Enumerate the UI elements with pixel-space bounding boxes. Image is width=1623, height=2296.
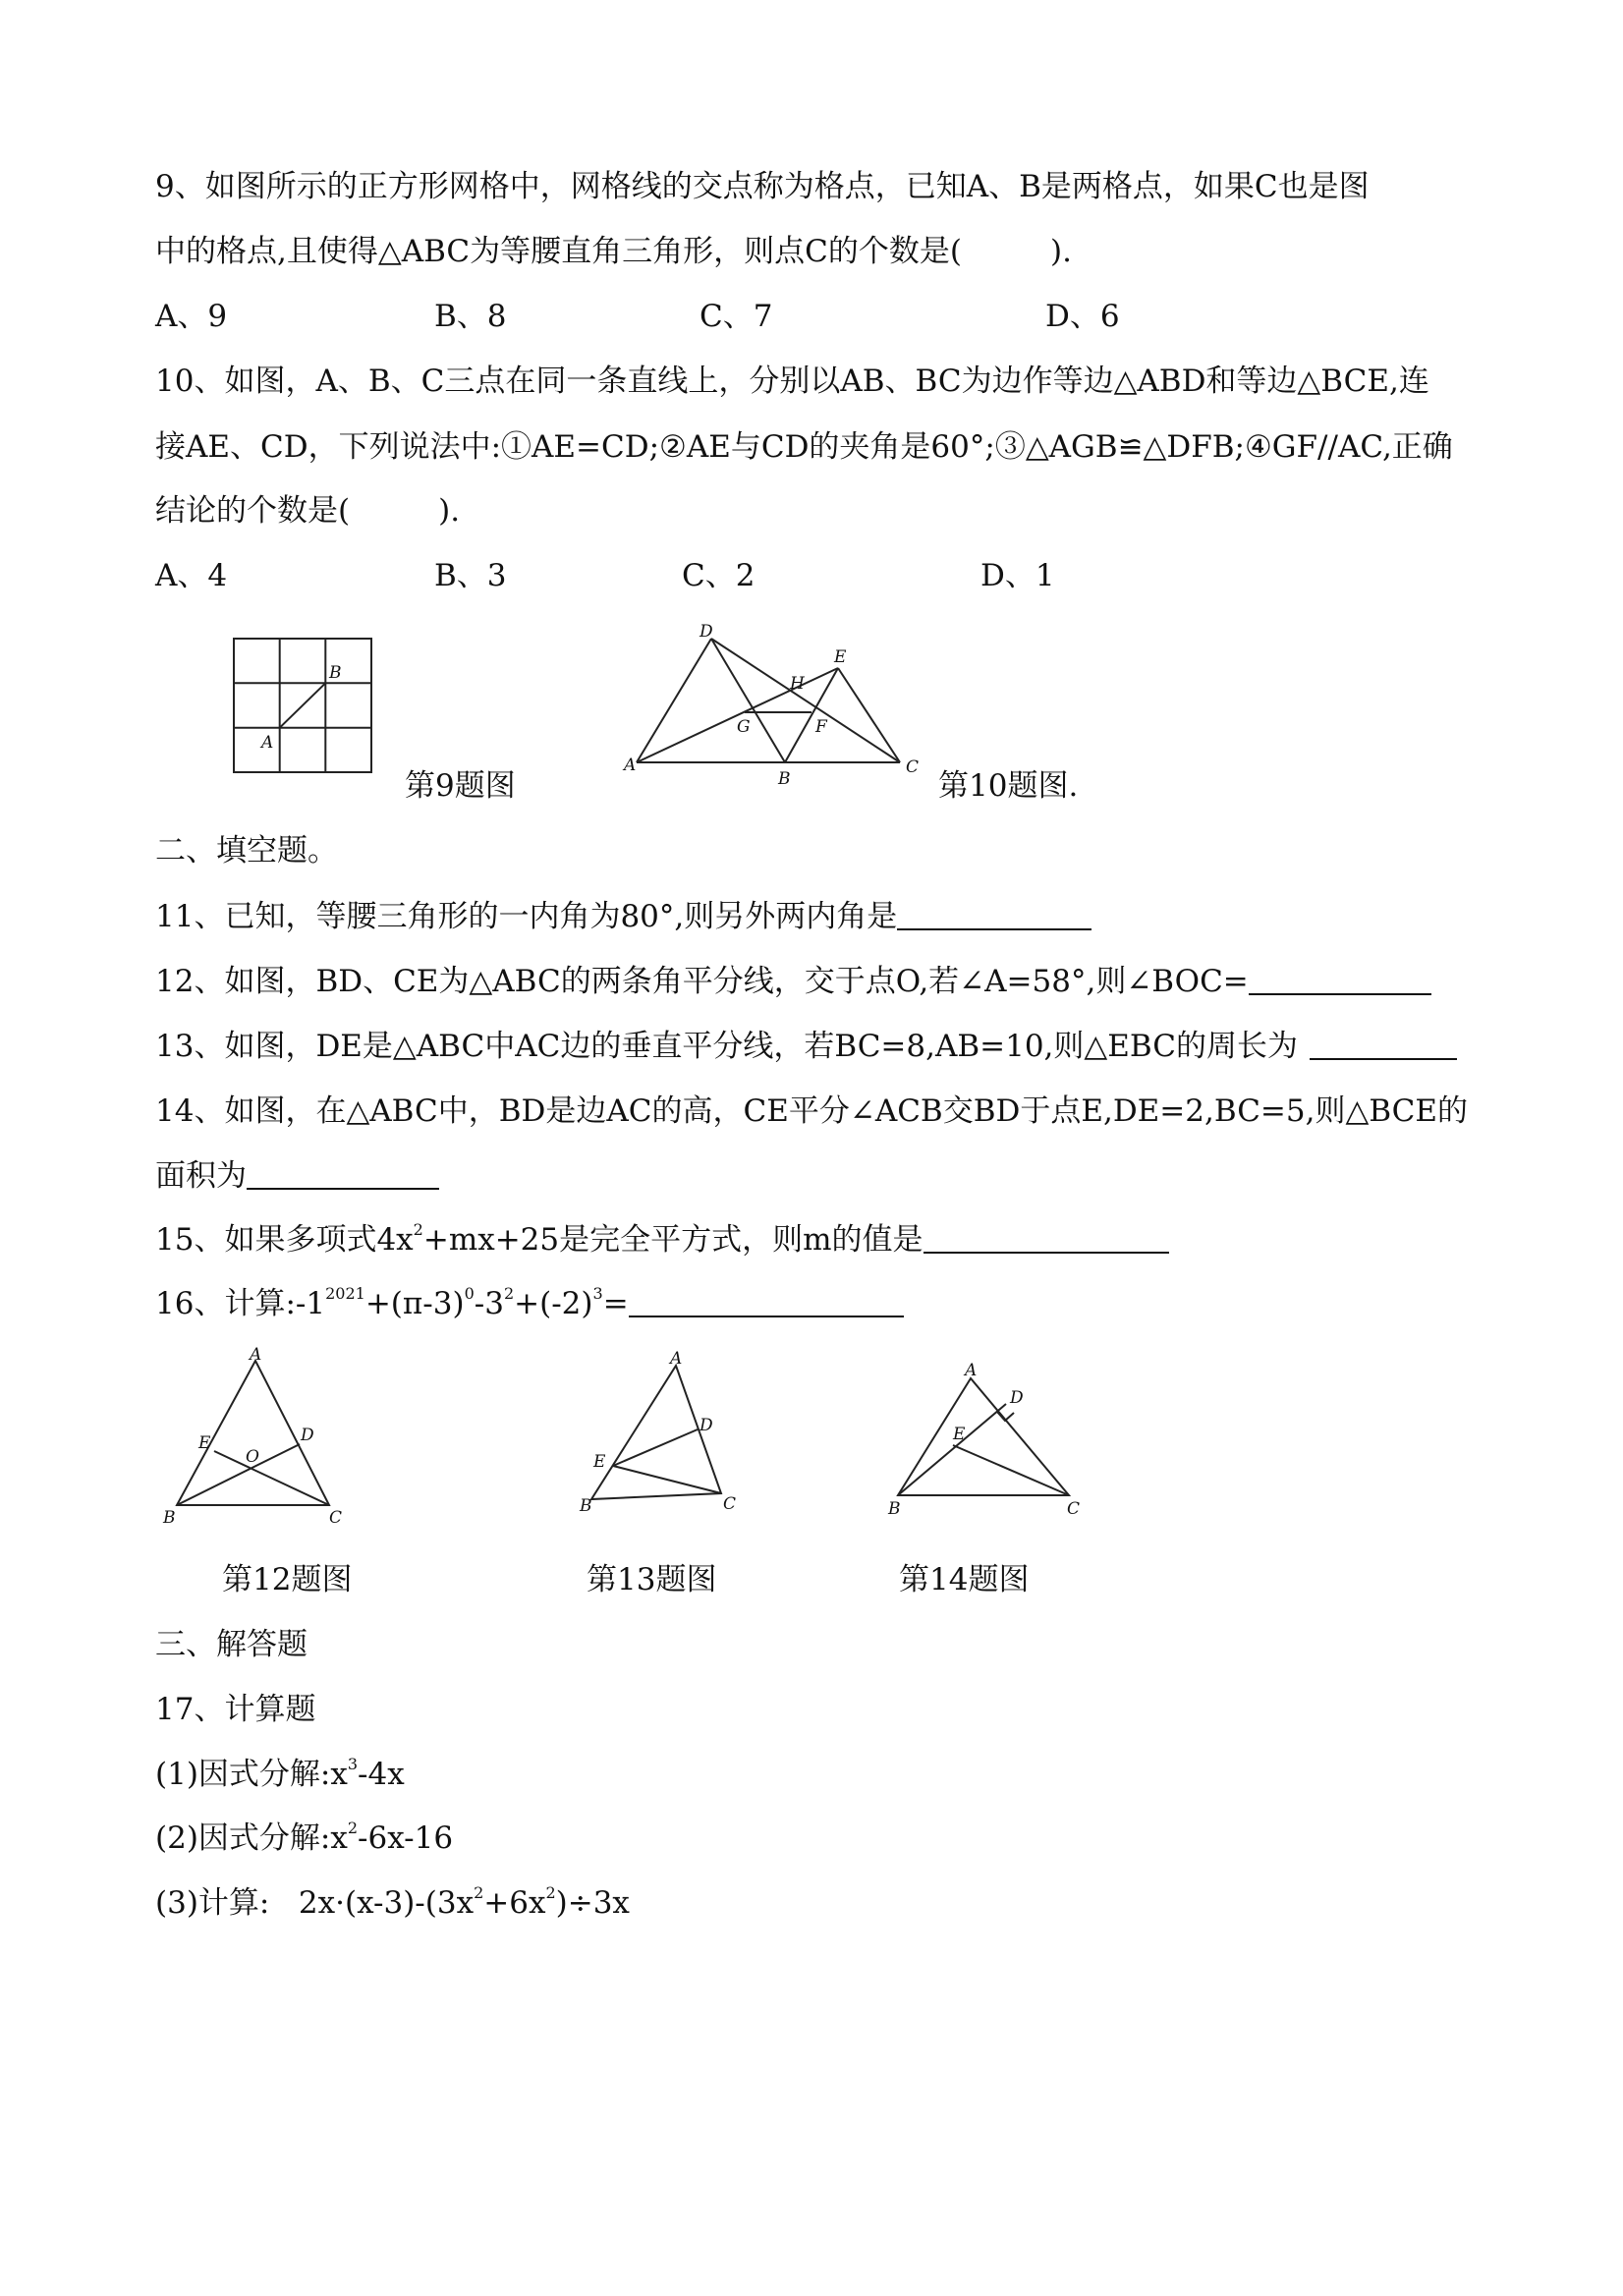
fig12-label-o: O bbox=[246, 1447, 259, 1467]
fig10-label-d: D bbox=[700, 622, 713, 642]
q10-option-d: D、1 bbox=[980, 558, 1055, 593]
q13-text: 13、如图，DE是△ABC中AC边的垂直平分线，若BC=8,AB=10,则△EBC的周长为 bbox=[155, 1029, 1298, 1064]
figure-12-triangle bbox=[163, 1345, 354, 1528]
figure-9-grid bbox=[232, 637, 375, 774]
q9-option-c: C、7 bbox=[700, 299, 773, 334]
q9-line2-end: ). bbox=[1049, 234, 1072, 269]
figure-13-caption: 第13题图 bbox=[587, 1562, 717, 1597]
q9-line2-text: 中的格点,且使得△ABC为等腰直角三角形，则点C的个数是( bbox=[155, 234, 962, 269]
q11 bbox=[155, 897, 1091, 936]
q11-text: 11、已知，等腰三角形的一内角为80°,则另外两内角是 bbox=[155, 899, 898, 934]
q17-p1-exponent: 3 bbox=[347, 1754, 359, 1773]
q16-part-4: +(-2) bbox=[514, 1286, 593, 1321]
fig13-label-a: A bbox=[670, 1349, 683, 1369]
q17-p1-post: -4x bbox=[358, 1757, 405, 1792]
figure-9-caption: 第9题图 bbox=[405, 768, 516, 804]
fig10-label-g: G bbox=[737, 717, 751, 737]
figure-14-triangle bbox=[884, 1356, 1100, 1523]
q11-answer-blank[interactable] bbox=[897, 899, 1091, 930]
q17-p3-exponent-1: 2 bbox=[474, 1882, 484, 1902]
q16-exp-2: 0 bbox=[464, 1283, 475, 1303]
q17-part-3 bbox=[155, 1883, 630, 1923]
q10-option-b: B、3 bbox=[434, 558, 507, 593]
q10-line1: 10、如图，A、B、C三点在同一条直线上，分别以AB、BC为边作等边△ABD和等边△BCE,连 bbox=[155, 364, 1429, 399]
q16-part-2: +(π-3) bbox=[364, 1286, 465, 1321]
fig13-label-e: E bbox=[593, 1452, 606, 1472]
q17-p3-mid: +6x bbox=[483, 1885, 546, 1921]
q10-option-a: A、4 bbox=[155, 558, 228, 593]
q16-part-1: 16、计算:-1 bbox=[155, 1286, 326, 1321]
figure-14-caption: 第14题图 bbox=[899, 1562, 1030, 1597]
q10-line3 bbox=[155, 491, 460, 531]
figure-12-caption: 第12题图 bbox=[222, 1562, 353, 1597]
fig10-label-b: B bbox=[778, 769, 791, 789]
q14-line1: 14、如图，在△ABC中，BD是边AC的高，CE平分∠ACB交BD于点E,DE=2,BC=5,则△BCE的 bbox=[155, 1093, 1469, 1129]
fig12-label-e: E bbox=[198, 1433, 211, 1453]
fig12-label-c: C bbox=[329, 1508, 343, 1528]
q17-p1-pre: (1)因式分解:x bbox=[155, 1757, 348, 1792]
q16 bbox=[155, 1284, 904, 1323]
fig14-label-d: D bbox=[1010, 1388, 1024, 1408]
q17-p2-exponent: 2 bbox=[347, 1818, 359, 1837]
q16-exp-1: 2021 bbox=[325, 1283, 365, 1303]
fig12-label-d: D bbox=[301, 1426, 314, 1445]
q12-answer-blank[interactable] bbox=[1249, 964, 1431, 995]
fig12-label-b: B bbox=[163, 1508, 176, 1528]
fig13-label-d: D bbox=[700, 1416, 713, 1435]
q10-line2: 接AE、CD，下列说法中:①AE=CD;②AE与CD的夹角是60°;③△AGB≌△DFB;④GF//AC,正确 bbox=[155, 429, 1453, 465]
fig14-label-b: B bbox=[888, 1499, 901, 1519]
q13 bbox=[155, 1027, 1457, 1066]
fig10-label-c: C bbox=[906, 757, 920, 777]
q17-part-1 bbox=[155, 1755, 405, 1794]
q16-exp-4: 3 bbox=[592, 1283, 603, 1303]
q16-exp-3: 2 bbox=[503, 1283, 515, 1303]
q9-option-d: D、6 bbox=[1045, 299, 1120, 334]
section-2-heading: 二、填空题。 bbox=[155, 833, 338, 868]
fig10-label-f: F bbox=[815, 717, 827, 737]
q10-line3-text: 结论的个数是( bbox=[155, 493, 351, 529]
q17-p3-post: )÷3x bbox=[555, 1885, 630, 1921]
q12 bbox=[155, 962, 1431, 1001]
q17-p2-post: -6x-16 bbox=[358, 1820, 454, 1856]
q14-answer-blank[interactable] bbox=[247, 1158, 439, 1190]
fig10-label-h: H bbox=[790, 674, 805, 694]
q17-part-2 bbox=[155, 1819, 453, 1858]
q16-part-5: = bbox=[602, 1286, 629, 1321]
q17-p2-pre: (2)因式分解:x bbox=[155, 1820, 348, 1856]
q13-answer-blank[interactable] bbox=[1310, 1029, 1457, 1060]
q17-title: 17、计算题 bbox=[155, 1692, 316, 1727]
q17-p3-pre: (3)计算: 2x·(x-3)-(3x bbox=[155, 1885, 475, 1921]
figure-10-triangles bbox=[624, 622, 920, 789]
q16-part-3: -3 bbox=[474, 1286, 504, 1321]
fig13-label-c: C bbox=[723, 1494, 737, 1514]
fig10-label-e: E bbox=[834, 647, 847, 667]
q15-exponent: 2 bbox=[413, 1219, 423, 1239]
q12-text: 12、如图，BD、CE为△ABC的两条角平分线，交于点O,若∠A=58°,则∠BOC= bbox=[155, 964, 1249, 999]
q9-line1: 9、如图所示的正方形网格中，网格线的交点称为格点，已知A、B是两格点，如果C也是图 bbox=[155, 169, 1370, 204]
q9-option-a: A、9 bbox=[155, 299, 228, 334]
q16-answer-blank[interactable] bbox=[629, 1286, 904, 1317]
section-3-heading: 三、解答题 bbox=[155, 1627, 308, 1662]
figure-10-caption: 第10题图. bbox=[938, 768, 1079, 804]
q10-option-c: C、2 bbox=[682, 558, 756, 593]
q10-line3-end: ). bbox=[438, 493, 461, 529]
fig14-label-e: E bbox=[953, 1425, 966, 1444]
fig12-label-a: A bbox=[250, 1345, 262, 1365]
fig9-label-a: A bbox=[261, 733, 274, 753]
q15 bbox=[155, 1220, 1169, 1260]
q15-text-post: +mx+25是完全平方式，则m的值是 bbox=[422, 1222, 923, 1258]
q15-answer-blank[interactable] bbox=[923, 1222, 1169, 1254]
q14-line2 bbox=[155, 1156, 439, 1196]
q17-p3-exponent-2: 2 bbox=[545, 1882, 556, 1902]
fig13-label-b: B bbox=[580, 1496, 592, 1516]
fig14-label-c: C bbox=[1067, 1499, 1081, 1519]
fig14-label-a: A bbox=[965, 1361, 978, 1380]
q15-text-pre: 15、如果多项式4x bbox=[155, 1222, 414, 1258]
q9-option-b: B、8 bbox=[434, 299, 507, 334]
figure-13-triangle bbox=[580, 1349, 747, 1523]
fig9-label-b: B bbox=[329, 663, 342, 683]
q9-line2 bbox=[155, 232, 1072, 271]
q14-text: 面积为 bbox=[155, 1158, 247, 1194]
fig10-label-a: A bbox=[624, 756, 637, 775]
